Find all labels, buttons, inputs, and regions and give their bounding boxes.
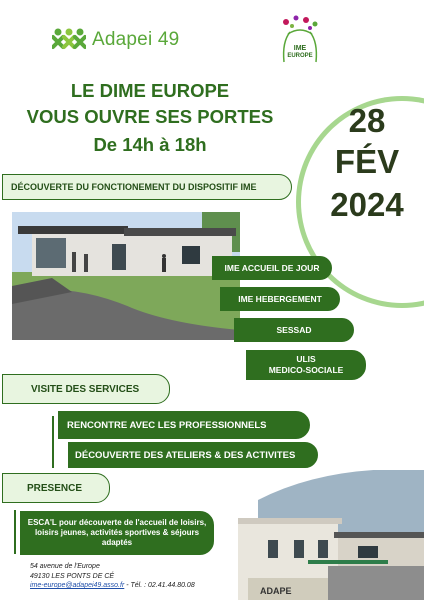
- ime-europe-logo: [276, 12, 324, 66]
- service-ime-accueil: IME ACCUEIL DE JOUR: [212, 256, 332, 280]
- service-sessad: SESSAD: [234, 318, 354, 342]
- workshops-banner: DÉCOUVERTE DES ATELIERS & DES ACTIVITES: [68, 442, 318, 468]
- building-photo: [12, 212, 240, 340]
- service-ulis-line2: MEDICO-SOCIALE: [268, 365, 344, 375]
- photo2-sign: ADAPE: [260, 586, 292, 596]
- contact-address: [30, 562, 195, 591]
- adapei-figures-icon: [52, 27, 86, 53]
- service-ime-hebergement: IME HEBERGEMENT: [220, 287, 340, 311]
- escal-name: ESCA'L: [27, 518, 57, 527]
- date-year: 2024: [330, 186, 404, 223]
- address-city: 49130 LES PONTS DE CÉ: [30, 572, 115, 580]
- brand-name: Adapei 49: [92, 29, 180, 50]
- contact-phone: - Tél. : 02.41.44.80.08: [124, 582, 195, 589]
- date-day: 28: [348, 102, 386, 139]
- headline-line-2: VOUS OUVRE SES PORTES: [26, 106, 274, 127]
- escal-description: pour découverte de l'accueil de loisirs, loisirs jeunes, activités sportives & séjours adaptés: [34, 518, 207, 547]
- ime-logo-line2: EUROPE: [287, 53, 313, 59]
- discovery-banner: DÉCOUVERTE DU FONCTIONEMENT DU DISPOSITIF IME: [2, 174, 292, 200]
- contact-email-link[interactable]: ime-europe@adapei49.asso.fr: [30, 582, 125, 589]
- service-ulis-line1: ULIS: [296, 354, 316, 364]
- service-ulis: [246, 350, 366, 380]
- adapei-logo: [52, 26, 179, 54]
- meet-professionals-banner: RENCONTRE AVEC LES PROFESSIONNELS: [58, 411, 310, 439]
- ime-logo-line1: IME: [293, 45, 307, 52]
- escal-banner: [20, 511, 214, 555]
- visit-services-banner: VISITE DES SERVICES: [2, 374, 170, 404]
- presence-banner: PRESENCE: [2, 473, 110, 503]
- headline-hours: De 14h à 18h: [93, 134, 207, 155]
- building-photo-2: [238, 470, 424, 600]
- date-month: FÉV: [334, 143, 400, 180]
- address-street: 54 avenue de l'Europe: [30, 563, 100, 570]
- headline-line-1: LE DIME EUROPE: [70, 80, 230, 101]
